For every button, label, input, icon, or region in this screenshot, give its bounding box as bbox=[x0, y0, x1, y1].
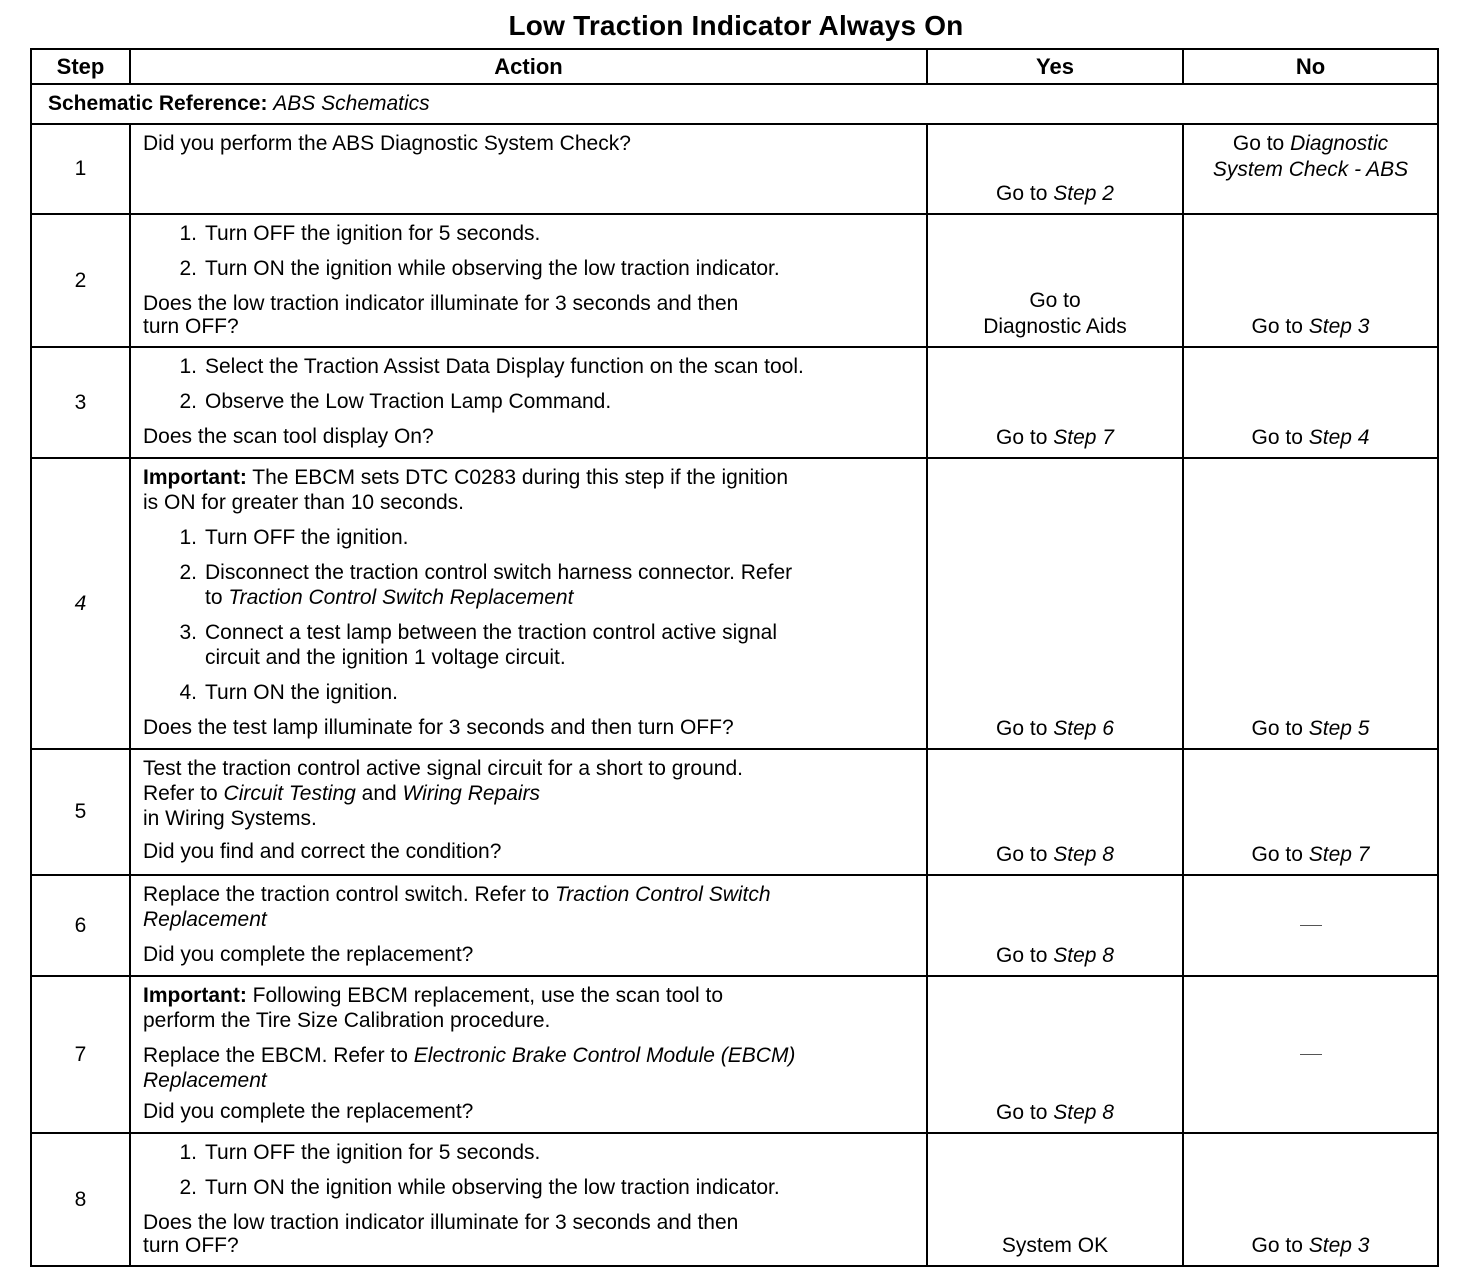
no-cell bbox=[1183, 458, 1438, 749]
header-step: Step bbox=[31, 49, 130, 84]
action-cell bbox=[130, 749, 927, 875]
table-row bbox=[31, 875, 1438, 976]
list-item: 2. Disconnect the traction control switch harness connector. Refer to Traction Control Switch Replacement bbox=[179, 561, 793, 609]
no-link[interactable]: Step 3 bbox=[1308, 1234, 1370, 1257]
go-to-text: Go to bbox=[1251, 426, 1303, 449]
table-row bbox=[31, 458, 1438, 749]
question: Did you complete the replacement? bbox=[143, 1100, 474, 1123]
go-to-text: Go to bbox=[996, 843, 1048, 866]
go-to-text: Go to bbox=[1251, 315, 1303, 338]
instruction-continued: in Wiring Systems. bbox=[143, 807, 317, 830]
header-action: Action bbox=[130, 49, 927, 84]
go-to-text: Go to bbox=[1232, 132, 1285, 155]
no-link[interactable]: Step 7 bbox=[1308, 843, 1370, 866]
instruction: Replace the EBCM. Refer to Electronic Brake Control Module (EBCM) bbox=[143, 1044, 796, 1067]
go-to-text: Go to bbox=[996, 426, 1048, 449]
list-item: 1. Turn OFF the ignition. bbox=[179, 526, 409, 549]
no-link[interactable]: Step 3 bbox=[1308, 315, 1370, 338]
table-row bbox=[31, 347, 1438, 458]
question: Does the low traction indicator illuminate for 3 seconds and then bbox=[143, 292, 739, 315]
question: Did you find and correct the condition? bbox=[143, 840, 502, 863]
not-applicable-dash bbox=[1300, 925, 1322, 926]
table-row bbox=[31, 214, 1438, 347]
question: Does the low traction indicator illuminate for 3 seconds and then bbox=[143, 1211, 739, 1234]
diagnostic-table bbox=[30, 48, 1439, 1267]
page-title: Low Traction Indicator Always On bbox=[508, 10, 964, 41]
yes-cell bbox=[927, 347, 1183, 458]
list-item: 2. Turn ON the ignition while observing the low traction indicator. bbox=[179, 1176, 780, 1199]
yes-link[interactable]: Step 7 bbox=[1053, 426, 1114, 449]
no-link-continued[interactable]: System Check - ABS bbox=[1212, 158, 1409, 181]
action-cell bbox=[130, 347, 927, 458]
no-cell bbox=[1183, 749, 1438, 875]
go-to-text: Go to bbox=[996, 1101, 1048, 1124]
go-to-text: Go to bbox=[1251, 717, 1303, 740]
no-cell bbox=[1183, 214, 1438, 347]
step-number: 2 bbox=[31, 214, 130, 347]
reference-link-continued[interactable]: Replacement bbox=[143, 908, 267, 931]
action-cell bbox=[130, 1133, 927, 1266]
reference-link[interactable]: Circuit Testing bbox=[223, 782, 356, 805]
go-to-text: Go to bbox=[1251, 1234, 1303, 1257]
action-cell bbox=[130, 458, 927, 749]
step-number: 4 bbox=[31, 458, 130, 749]
yes-link[interactable]: Step 8 bbox=[1053, 944, 1114, 967]
instruction: Test the traction control active signal circuit for a short to ground. bbox=[143, 757, 743, 780]
yes-cell bbox=[927, 124, 1183, 214]
go-to-text: Go to bbox=[996, 944, 1048, 967]
no-cell bbox=[1183, 347, 1438, 458]
header-yes: Yes bbox=[927, 49, 1183, 84]
step-number: 8 bbox=[31, 1133, 130, 1266]
yes-link[interactable]: Step 6 bbox=[1053, 717, 1114, 740]
no-cell bbox=[1183, 976, 1438, 1133]
yes-cell bbox=[927, 1133, 1183, 1266]
step-number: 5 bbox=[31, 749, 130, 875]
table-row bbox=[31, 976, 1438, 1133]
instruction-reference: Refer to Circuit Testing and Wiring Repairs bbox=[143, 782, 541, 805]
reference-link[interactable]: Traction Control Switch bbox=[555, 883, 771, 906]
action-cell bbox=[130, 214, 927, 347]
yes-link[interactable]: Diagnostic Aids bbox=[983, 315, 1127, 338]
reference-link[interactable]: Electronic Brake Control Module (EBCM) bbox=[413, 1044, 796, 1067]
schematic-row bbox=[31, 84, 1438, 124]
reference-link[interactable]: Traction Control Switch Replacement bbox=[228, 586, 574, 609]
important-note: Important: Following EBCM replacement, use the scan tool to bbox=[143, 984, 724, 1007]
question-continued: turn OFF? bbox=[143, 315, 239, 338]
table-row bbox=[31, 124, 1438, 214]
important-note: Important: The EBCM sets DTC C0283 during this step if the ignition bbox=[143, 466, 789, 489]
important-note-continued: perform the Tire Size Calibration procedure. bbox=[143, 1009, 551, 1032]
yes-cell bbox=[927, 458, 1183, 749]
step-number: 7 bbox=[31, 976, 130, 1133]
schematic-link[interactable]: ABS Schematics bbox=[273, 92, 430, 115]
instruction: Replace the traction control switch. Refer to Traction Control Switch bbox=[143, 883, 771, 906]
table-row bbox=[31, 749, 1438, 875]
system-ok-text: System OK bbox=[1001, 1234, 1109, 1257]
no-cell bbox=[1183, 1133, 1438, 1266]
schematic-reference bbox=[31, 84, 1438, 124]
step-number: 6 bbox=[31, 875, 130, 976]
no-cell bbox=[1183, 875, 1438, 976]
action-cell bbox=[130, 976, 927, 1133]
question-continued: turn OFF? bbox=[143, 1234, 239, 1257]
header-no: No bbox=[1183, 49, 1438, 84]
go-to-text: Go to bbox=[996, 182, 1048, 205]
yes-cell bbox=[927, 214, 1183, 347]
action-cell bbox=[130, 124, 927, 214]
no-link[interactable]: Step 4 bbox=[1308, 426, 1370, 449]
list-item: 1. Select the Traction Assist Data Display function on the scan tool. bbox=[179, 355, 804, 378]
yes-cell bbox=[927, 749, 1183, 875]
no-link[interactable]: Step 5 bbox=[1308, 717, 1370, 740]
question: Did you perform the ABS Diagnostic System Check? bbox=[143, 132, 631, 155]
no-cell bbox=[1183, 124, 1438, 214]
not-applicable-dash bbox=[1300, 1054, 1322, 1055]
list-item: 2. Turn ON the ignition while observing the low traction indicator. bbox=[179, 257, 780, 280]
list-item: 4. Turn ON the ignition. bbox=[179, 681, 398, 704]
step-number: 3 bbox=[31, 347, 130, 458]
table-row bbox=[31, 1133, 1438, 1266]
list-item: 1. Turn OFF the ignition for 5 seconds. bbox=[179, 222, 541, 245]
important-note-continued: is ON for greater than 10 seconds. bbox=[143, 491, 464, 514]
action-cell bbox=[130, 875, 927, 976]
schematic-label: Schematic Reference: bbox=[48, 92, 268, 115]
question: Does the scan tool display On? bbox=[143, 425, 434, 448]
question: Did you complete the replacement? bbox=[143, 943, 474, 966]
no-link[interactable]: Diagnostic bbox=[1290, 132, 1389, 155]
question: Does the test lamp illuminate for 3 seconds and then turn OFF? bbox=[143, 716, 734, 739]
list-item: 1. Turn OFF the ignition for 5 seconds. bbox=[179, 1141, 541, 1164]
list-item: 3. Connect a test lamp between the traction control active signal circuit and the ignition 1 voltage circuit. bbox=[179, 621, 777, 669]
reference-link[interactable]: Wiring Repairs bbox=[402, 782, 541, 805]
go-to-text: Go to bbox=[1251, 843, 1303, 866]
yes-link[interactable]: Step 8 bbox=[1053, 1101, 1114, 1124]
go-to-text: Go to bbox=[1029, 289, 1081, 312]
reference-link-continued[interactable]: Replacement bbox=[143, 1069, 267, 1092]
go-to-text: Go to bbox=[996, 717, 1048, 740]
list-item: 2. Observe the Low Traction Lamp Command. bbox=[179, 390, 612, 413]
step-number: 1 bbox=[31, 124, 130, 214]
yes-cell bbox=[927, 976, 1183, 1133]
yes-link[interactable]: Step 8 bbox=[1053, 843, 1114, 866]
yes-link[interactable]: Step 2 bbox=[1053, 182, 1114, 205]
header-row bbox=[31, 49, 1438, 84]
yes-cell bbox=[927, 875, 1183, 976]
